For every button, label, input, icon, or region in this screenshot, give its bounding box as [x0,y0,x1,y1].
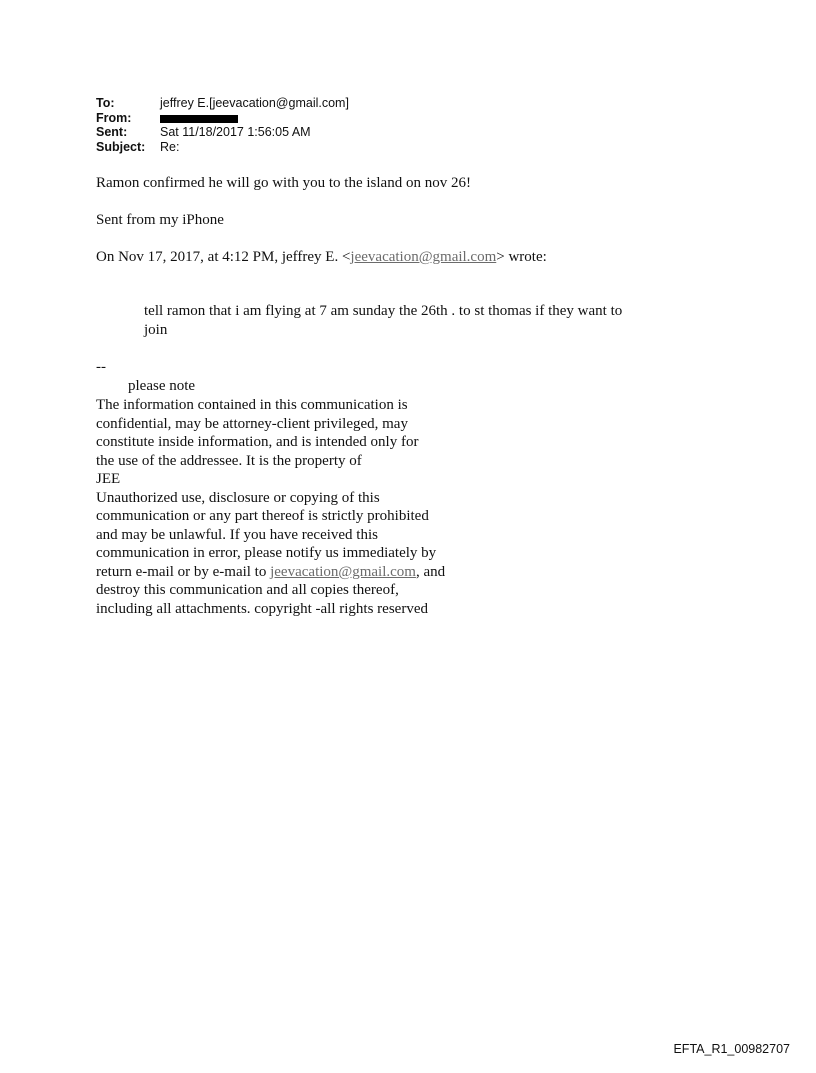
subject-row [96,140,716,155]
to-label: To: [96,96,115,110]
disclaimer [96,396,476,618]
please-note: please note [128,378,196,394]
sent-label: Sent: [96,125,128,139]
subject-label: Subject: [96,139,146,154]
disclaimer-return-line [96,563,476,582]
reply-email-link[interactable]: jeevacation@gmail.com [350,249,497,265]
reply-intro [96,248,547,267]
disclaimer-line: Unauthorized use, disclosure or copying of this [96,489,380,506]
document-id: EFTA_R1_00982707 [673,1042,790,1056]
disclaimer-line: including all attachments. copyright -all rights reserved [96,600,428,617]
return-prefix: return e-mail or by e-mail to [96,563,271,580]
reply-intro-suffix: > wrote: [496,249,547,265]
from-label: From: [96,110,132,125]
sent-value: Sat 11/18/2017 1:56:05 AM [160,125,311,139]
disclaimer-line: The information contained in this communication is [96,397,408,413]
disclaimer-line: JEE [96,471,121,487]
sent-row [96,125,716,140]
disclaimer-line: confidential, may be attorney-client privileged, may [96,415,408,432]
quoted-line-2: join [144,321,168,338]
disclaimer-line: the use of the addressee. It is the property of [96,452,362,469]
disclaimer-line: constitute inside information, and is intended only for [96,434,419,450]
quoted-message [144,302,664,339]
disclaimer-email-link[interactable]: jeevacation@gmail.com [270,563,416,580]
from-row [96,111,716,126]
reply-intro-prefix: On Nov 17, 2017, at 4:12 PM, jeffrey E. < [96,249,351,265]
disclaimer-line: communication in error, please notify us immediately by [96,545,437,561]
redaction-bar [160,115,238,123]
to-row [96,96,716,111]
email-header [96,96,716,154]
subject-value: Re: [160,139,180,154]
disclaimer-line: communication or any part thereof is strictly prohibited [96,508,429,524]
signature-dash: -- [96,359,106,375]
quoted-line-1: tell ramon that i am flying at 7 am sunday the 26th . to st thomas if they want to [144,303,623,319]
to-value: jeffrey E.[jeevacation@gmail.com] [160,96,349,110]
disclaimer-line: destroy this communication and all copies thereof, [96,582,399,598]
body-line-2: Sent from my iPhone [96,212,224,228]
body-line-1: Ramon confirmed he will go with you to the island on nov 26! [96,175,471,191]
disclaimer-line: and may be unlawful. If you have received this [96,526,378,543]
return-suffix: , and [415,563,446,580]
from-value-redacted [160,111,238,126]
